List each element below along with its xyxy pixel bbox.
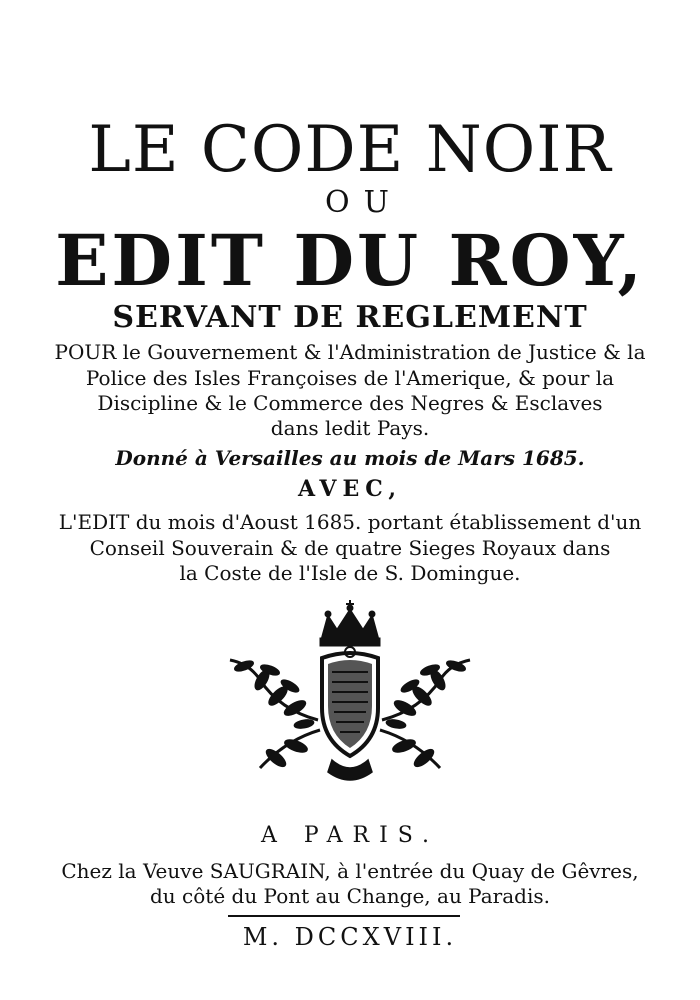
edit-line: Conseil Souverain & de quatre Sieges Royaux dans [89,536,611,560]
edit-line: L'EDIT du mois d'Aoust 1685. portant établissement d'un [58,510,642,534]
royal-emblem-icon [200,600,500,790]
imprint-publisher-line: Chez la Veuve SAUGRAIN, à l'entrée du Quay de Gêvres, [61,859,639,883]
imprint-city: A PARIS. [260,823,440,848]
shield-icon [322,647,378,756]
imprint-address-line: du côté du Pont au Change, au Paradis. [150,884,550,908]
body-line: POUR le Gouvernement & l'Administration de Justice & la [54,340,646,364]
title-ou: OU [325,185,403,220]
title-edit-du-roy: EDIT DU ROY, [55,219,645,302]
crown-icon [320,600,380,646]
divider-rule [228,915,460,917]
left-palm-branch-icon [230,659,320,770]
avec-heading: AVEC, [297,476,403,502]
body-line: Discipline & le Commerce des Negres & Esclaves [97,391,603,415]
body-line: Police des Isles Françoises de l'Amerique, & pour la [85,366,615,390]
right-palm-branch-icon [380,659,470,770]
title-le-code-noir: LE CODE NOIR [88,113,612,187]
body-line: dans ledit Pays. [270,416,430,440]
imprint-date: M. DCCXVIII. [242,923,458,951]
edit-line: la Coste de l'Isle de S. Domingue. [179,561,521,585]
subtitle-servant-de-reglement: SERVANT DE REGLEMENT [112,300,588,335]
given-at-versailles: Donné à Versailles au mois de Mars 1685. [115,446,585,470]
